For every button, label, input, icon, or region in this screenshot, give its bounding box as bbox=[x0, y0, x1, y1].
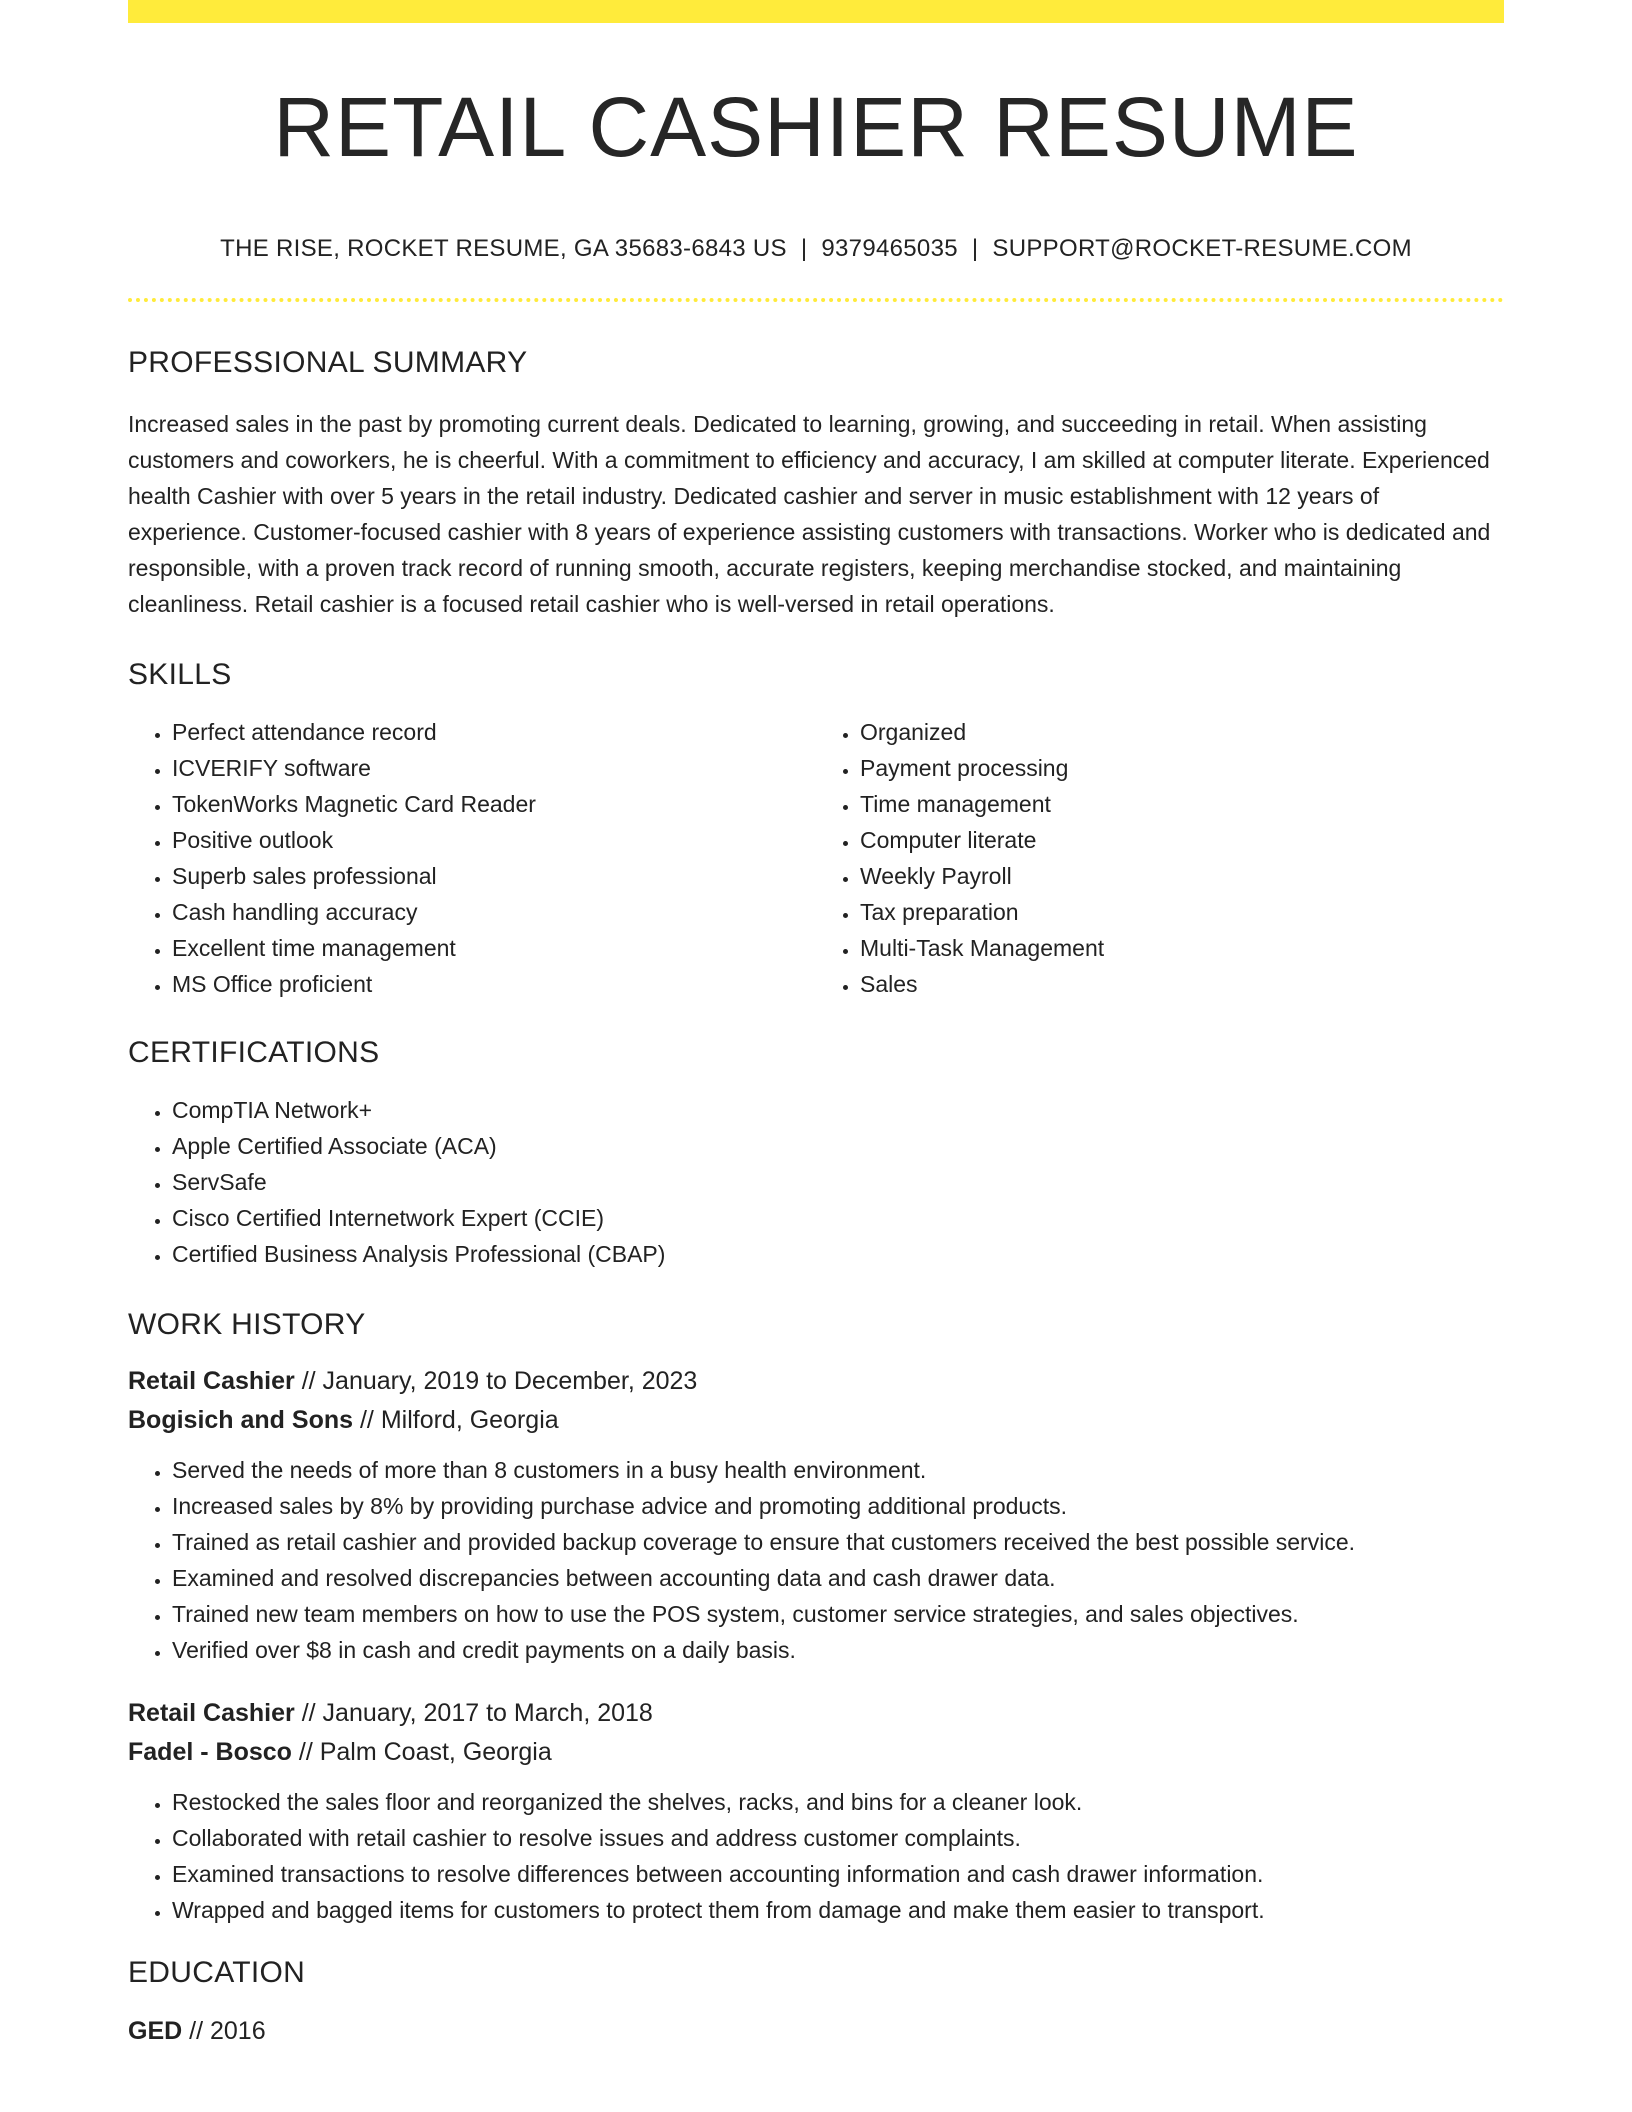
contact-separator: | bbox=[971, 235, 979, 262]
skill-item: • Superb sales professional bbox=[172, 858, 816, 894]
certification-item: • ServSafe bbox=[172, 1164, 1504, 1200]
job-duty: • Restocked the sales floor and reorganized the shelves, racks, and bins for a cleaner look. bbox=[172, 1784, 1504, 1820]
certifications-list bbox=[128, 1092, 1504, 1272]
skill-item: • Tax preparation bbox=[860, 894, 1504, 930]
job-entry bbox=[128, 1362, 1504, 1668]
skill-item: • Sales bbox=[860, 966, 1504, 1002]
job-duty: • Trained as retail cashier and provided backup coverage to ensure that customers received the best possible service. bbox=[172, 1524, 1504, 1560]
education-year: // 2016 bbox=[189, 2017, 266, 2045]
certification-item: • CompTIA Network+ bbox=[172, 1092, 1504, 1128]
certification-item: • Apple Certified Associate (ACA) bbox=[172, 1128, 1504, 1164]
skill-item: • Weekly Payroll bbox=[860, 858, 1504, 894]
skills-column-left bbox=[128, 714, 816, 1002]
job-duty: • Trained new team members on how to use the POS system, customer service strategies, and sales objectives. bbox=[172, 1596, 1504, 1632]
job-company: Fadel - Bosco bbox=[128, 1738, 292, 1766]
certification-item: • Certified Business Analysis Professional (CBAP) bbox=[172, 1236, 1504, 1272]
education-heading: EDUCATION bbox=[128, 1956, 306, 1989]
job-duties-list bbox=[128, 1784, 1504, 1928]
skill-item: • Organized bbox=[860, 714, 1504, 750]
skill-item: • Computer literate bbox=[860, 822, 1504, 858]
resume-title: RETAIL CASHIER RESUME bbox=[273, 80, 1359, 174]
dotted-divider bbox=[128, 298, 1504, 302]
skill-item: • Multi-Task Management bbox=[860, 930, 1504, 966]
summary-heading: PROFESSIONAL SUMMARY bbox=[128, 346, 528, 379]
skill-item: • TokenWorks Magnetic Card Reader bbox=[172, 786, 816, 822]
job-duty: • Increased sales by 8% by providing purchase advice and promoting additional products. bbox=[172, 1488, 1504, 1524]
job-duty: • Wrapped and bagged items for customers to protect them from damage and make them easier to transport. bbox=[172, 1892, 1504, 1928]
skill-item: • Excellent time management bbox=[172, 930, 816, 966]
skill-item: • ICVERIFY software bbox=[172, 750, 816, 786]
skills-heading: SKILLS bbox=[128, 658, 232, 691]
contact-phone[interactable]: 9379465035 bbox=[821, 235, 958, 262]
skill-item: • Positive outlook bbox=[172, 822, 816, 858]
job-duty: • Verified over $8 in cash and credit payments on a daily basis. bbox=[172, 1632, 1504, 1668]
job-location: // Milford, Georgia bbox=[359, 1406, 559, 1434]
education-degree: GED bbox=[128, 2017, 183, 2045]
job-location: // Palm Coast, Georgia bbox=[298, 1738, 552, 1766]
job-title: Retail Cashier bbox=[128, 1367, 295, 1395]
work-history-heading: WORK HISTORY bbox=[128, 1308, 366, 1341]
contact-address: THE RISE, ROCKET RESUME, GA 35683-6843 US bbox=[220, 235, 787, 262]
skill-item: • Payment processing bbox=[860, 750, 1504, 786]
contact-line bbox=[128, 237, 1504, 261]
job-duties-list bbox=[128, 1452, 1504, 1668]
job-entry bbox=[128, 1694, 1504, 1928]
certifications-heading: CERTIFICATIONS bbox=[128, 1036, 380, 1069]
skill-item: • Cash handling accuracy bbox=[172, 894, 816, 930]
skills-list bbox=[128, 714, 1504, 1002]
contact-separator: | bbox=[800, 235, 808, 262]
job-duty: • Examined and resolved discrepancies between accounting data and cash drawer data. bbox=[172, 1560, 1504, 1596]
job-dates: // January, 2017 to March, 2018 bbox=[301, 1699, 653, 1727]
skill-item: • Perfect attendance record bbox=[172, 714, 816, 750]
job-title-line bbox=[128, 1694, 1504, 1733]
education-entry bbox=[128, 2012, 1504, 2051]
skill-item: • Time management bbox=[860, 786, 1504, 822]
resume-page bbox=[128, 0, 1504, 2051]
job-company: Bogisich and Sons bbox=[128, 1406, 354, 1434]
contact-email[interactable]: SUPPORT@ROCKET-RESUME.COM bbox=[992, 235, 1412, 262]
job-company-line bbox=[128, 1401, 1504, 1440]
skill-item: • MS Office proficient bbox=[172, 966, 816, 1002]
job-duty: • Served the needs of more than 8 customers in a busy health environment. bbox=[172, 1452, 1504, 1488]
job-title-line bbox=[128, 1362, 1504, 1401]
certification-item: • Cisco Certified Internetwork Expert (CCIE) bbox=[172, 1200, 1504, 1236]
job-dates: // January, 2019 to December, 2023 bbox=[301, 1367, 698, 1395]
job-company-line bbox=[128, 1733, 1504, 1772]
skills-column-right bbox=[816, 714, 1504, 1002]
job-title: Retail Cashier bbox=[128, 1699, 295, 1727]
job-duty: • Collaborated with retail cashier to resolve issues and address customer complaints. bbox=[172, 1820, 1504, 1856]
job-duty: • Examined transactions to resolve differences between accounting information and cash drawer information. bbox=[172, 1856, 1504, 1892]
accent-top-bar bbox=[128, 0, 1504, 23]
summary-text: Increased sales in the past by promoting current deals. Dedicated to learning, growing, and succeeding in retail. When assisting customers and coworkers, he is cheerful. With a commitment to efficiency and accuracy, I am skilled at computer literate. Experienced health Cashier with over 5 years in the retail industry. Dedicated cashier and server in music establishment with 12 years of experience. Customer-focused cashier with 8 years of experience assisting customers with transactions. Worker who is dedicated and responsible, with a proven track record of running smooth, accurate registers, keeping merchandise stocked, and maintaining cleanliness. Retail cashier is a focused retail cashier who is well-versed in retail operations. bbox=[128, 411, 1491, 617]
